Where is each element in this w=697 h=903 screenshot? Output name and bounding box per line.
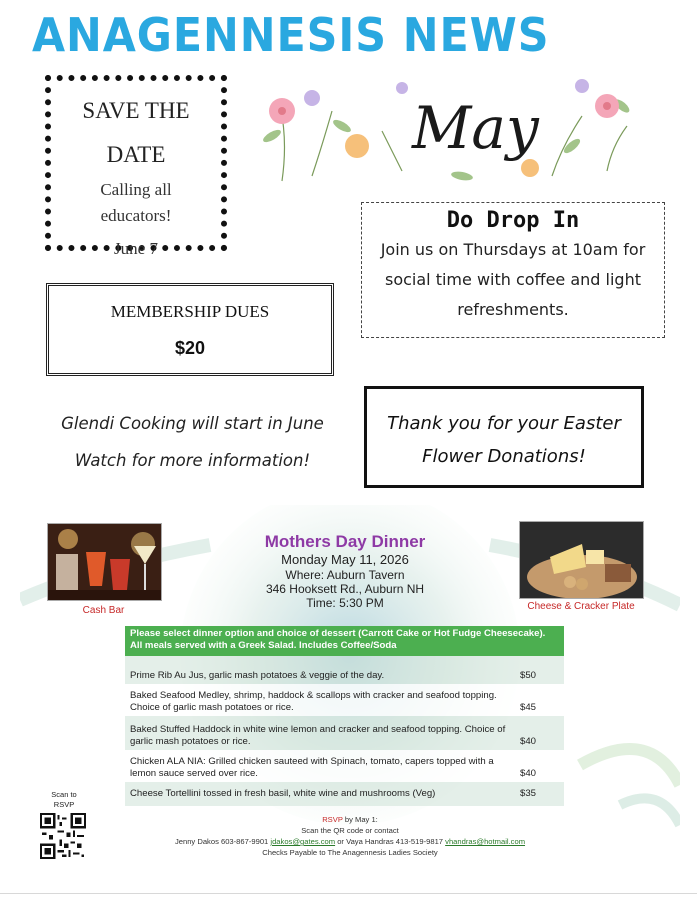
save-the-date-line-1: Calling all (100, 180, 172, 199)
glendi-line-1: Glendi Cooking will start in June (61, 414, 324, 433)
drop-in-box (361, 202, 665, 338)
drop-in-line-2: social time with coffee and light (385, 270, 641, 289)
cash-bar-photo (47, 523, 162, 601)
glendi-notice (40, 405, 345, 479)
may-word: May (412, 94, 539, 162)
glendi-line-2: Watch for more information! (74, 451, 311, 470)
menu-item-price: $35 (520, 788, 537, 799)
menu-item-desc: Baked Seafood Medley, shrimp, haddock & scallops with cracker and seafood topping. Choice of garlic mash potatoes or rice. (130, 690, 497, 713)
menu-item-price: $45 (520, 702, 537, 713)
rsvp-by: by May 1: (342, 815, 378, 824)
page-bottom-divider (0, 893, 697, 894)
menu-row (125, 716, 564, 750)
floral-may-banner-icon (252, 76, 647, 188)
rsvp-contact-2: or Vaya Handras 413-519-9817 (335, 837, 446, 846)
easter-thanks-box (364, 386, 644, 488)
save-the-date-heading-2: DATE (106, 142, 166, 167)
drop-in-line-3: refreshments. (457, 300, 569, 319)
menu-item-desc: Chicken ALA NIA: Grilled chicken sauteed with Spinach, tomato, capers topped with a lemon sauce served over rice. (130, 756, 494, 779)
menu-item-price: $40 (520, 768, 537, 779)
menu-row (125, 782, 564, 806)
drop-in-heading: Do Drop In (446, 208, 580, 233)
save-the-date-date: June 7 (114, 239, 158, 258)
thanks-line-1: Thank you for your Easter (387, 413, 621, 434)
newsletter-title: ANAGENNESIS NEWS (32, 8, 550, 62)
email-link-2[interactable]: vhandras@hotmail.com (445, 837, 526, 846)
menu-header: Please select dinner option and choice of dessert (Carrott Cake or Hot Fudge Cheesecake). All meals served with a Greek Salad. Includes Coffee/Soda (125, 626, 564, 656)
save-the-date-heading-1: SAVE THE (82, 98, 190, 123)
scan-line-1: Scan to (51, 790, 77, 799)
membership-dues-heading: MEMBERSHIP DUES (110, 302, 270, 321)
membership-dues-box (46, 283, 334, 376)
cheese-plate-caption: Cheese & Cracker Plate (527, 601, 635, 612)
save-the-date-line-2: educators! (100, 206, 172, 225)
scan-to-rsvp-label (38, 790, 90, 810)
menu-item-desc: Baked Stuffed Haddock in white wine lemon and cracker and seafood topping. Choice of garlic mash potatoes or rice. (130, 724, 506, 747)
email-link-1[interactable]: jdakos@gates.com (270, 837, 336, 846)
qr-code-icon[interactable] (40, 813, 86, 859)
membership-dues-amount: $20 (174, 338, 206, 358)
dinner-menu-table (125, 626, 564, 806)
menu-item-price: $50 (520, 670, 537, 681)
menu-row (125, 750, 564, 782)
thanks-line-2: Flower Donations! (422, 446, 586, 467)
event-where: Where: Auburn Tavern (285, 568, 405, 582)
scan-line-2: RSVP (53, 800, 75, 809)
event-address: 346 Hooksett Rd., Auburn NH (265, 582, 425, 596)
save-the-date-box (45, 75, 227, 258)
menu-row (125, 684, 564, 716)
rsvp-line-2: Scan the QR code or contact (301, 826, 399, 835)
menu-item-desc: Cheese Tortellini tossed in fresh basil, white wine and mushrooms (Veg) (130, 788, 436, 799)
event-date: Monday May 11, 2026 (281, 552, 409, 567)
cheese-plate-photo (519, 521, 644, 599)
rsvp-info (110, 814, 590, 858)
event-time: Time: 5:30 PM (306, 596, 384, 610)
rsvp-checks: Checks Payable to The Anagennesis Ladies Society (262, 848, 438, 857)
drop-in-line-1: Join us on Thursdays at 10am for (380, 240, 646, 259)
mothers-day-event (225, 532, 465, 610)
rsvp-label: RSVP (322, 815, 343, 824)
rsvp-contact-1: Jenny Dakos 603-867-9901 (174, 837, 271, 846)
menu-row (125, 656, 564, 684)
cash-bar-caption: Cash Bar (82, 605, 125, 616)
event-title: Mothers Day Dinner (264, 532, 426, 551)
menu-item-desc: Prime Rib Au Jus, garlic mash potatoes & veggie of the day. (130, 670, 385, 681)
menu-item-price: $40 (520, 736, 537, 747)
